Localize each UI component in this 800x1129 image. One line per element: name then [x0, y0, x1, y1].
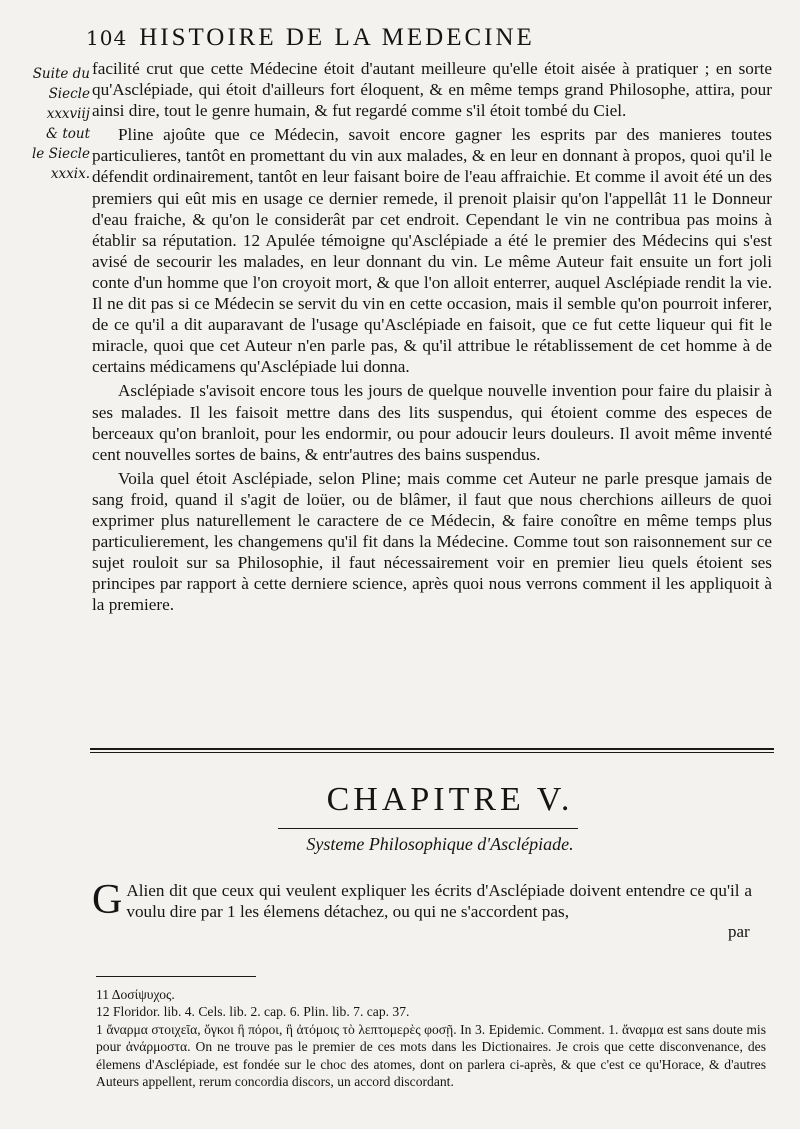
page-number: 104 [86, 26, 128, 50]
margin-note-line: xxxviij [46, 106, 90, 122]
margin-note-line: Suite du [32, 66, 90, 82]
main-text [92, 58, 772, 618]
margin-note-line: Siecle [48, 86, 90, 102]
drop-cap: G [92, 877, 123, 923]
section-divider-thin [90, 752, 774, 753]
chapter-heading: CHAPITRE V. [326, 781, 574, 818]
footnote: 11 Δοσίψυχος. [96, 987, 175, 1002]
margin-note-line: xxxix. [50, 166, 90, 182]
margin-note [28, 64, 90, 184]
chapter-subtitle: Systeme Philosophique d'Asclépiade. [306, 834, 574, 854]
running-title: HISTOIRE DE LA MEDECINE [139, 24, 535, 51]
paragraph: Voila quel étoit Asclépiade, selon Pline; mais comme cet Auteur ne parle presque jamais de sang froid, quand il s'agit de loüer, ou de blâmer, il faut que nous cherchions ailleurs de quoi exprimer plus naturellement le caractere de ce Médecin, & faire conoître en même temps plus particulierement, les changemens qu'il fit dans la Médecine. Comme tout son raisonnement sur ce sujet rouloit sur sa Philosophie, il faut nécessairement voir en premier lieu quels étoient ses principes par rapport à cette derniere science, après quoi nous verrons comment il les appliquoit à la premiere. [92, 468, 772, 615]
margin-note-line: & tout [46, 126, 90, 142]
paragraph-continuation: facilité crut que cette Médecine étoit d'autant meilleure qu'elle étoit aisée à pratiquer ; en sorte qu'Asclépiade, qui étoit d'ailleurs fort éloquent, & en même temps grand Philosophe, attira, pour ainsi dire, tout le genre humain, & fut regardé comme s'il étoit tombé du Ciel. [92, 59, 772, 121]
running-header [86, 24, 706, 52]
catchword: par [728, 922, 750, 941]
chapter-opening [92, 877, 752, 923]
paragraph: Pline ajoûte que ce Médecin, savoit encore gagner les esprits par des manieres toutes particulieres, tantôt en promettant du vin aux malades, & en leur en donnant à propos, quoi qu'il le défendit ordinairement, tantôt en leur faisant boire de l'eau affraichie. Et comme il avoit été un des premiers qui eût mis en usage ce dernier remede, il prenoit plaisir qu'on l'appellât 11 le Donneur d'eau fraiche, & qu'on le considerât par cet endroit. Cependant le vin ne contribua pas moins à établir sa réputation. 12 Apulée témoigne qu'Asclépiade a été le premier des Médecins qui s'est avisé de secourir les malades, en leur donnant du vin. Le même Auteur fait ensuite un fort joli conte d'un homme que l'on croyoit mort, & que l'on alloit enterrer, auquel Asclépiade rendit la vie. Il ne dit pas si ce Médecin se servit du vin en cette occasion, mais il semble qu'on pourroit inferer, de ce qu'il a dit auparavant de l'usage qu'Asclépiade en faisoit, que ce fut cette liqueur qui fit le miracle, quoi que cet Auteur n'en parle pas, & qu'il attribue le rétablissement de cet homme à de certains médicamens qu'Asclépiade lui donna. [92, 125, 772, 377]
footnote: 1 ἄναρμα στοιχεῖα, ὄγκοι ἢ πόροι, ἢ ἀτόμοις τὸ λεπτομερὲς φοσῇ. In 3. Epidemic. Comment. 1. ἄναρμα est sans doute mis pour ἀνάρμοστα. On ne trouve pas le premier de ces mots dans les Dictionaires. Je crois que cette disconvenance, des élemens d'Asclépiade, est fondée sur le choc des atomes, dont on parlera ci-après, & que c'est ce qu'Horace, & d'autres Auteurs appellent, rerum concordia discors, un accord discordant. [96, 1021, 766, 1090]
footnote-rule [96, 976, 256, 977]
opening-text: Alien dit que ceux qui veulent expliquer les écrits d'Asclépiade doivent entendre ce qu'il a voulu dire par 1 les élemens détachez, ou qui ne s'accordent pas, [126, 881, 752, 921]
section-divider [90, 748, 774, 750]
margin-note-line: le Siecle [31, 146, 90, 162]
heading-rule [278, 828, 578, 829]
footnote: 12 Floridor. lib. 4. Cels. lib. 2. cap. 6. Plin. lib. 7. cap. 37. [96, 1004, 410, 1020]
paragraph: Asclépiade s'avisoit encore tous les jours de quelque nouvelle invention pour faire du plaisir à ses malades. Il les faisoit mettre dans des lits suspendus, qui étoient comme des especes de berceaux qu'on branloit, pour les endormir, ou pour adoucir leurs douleurs. Il avoit même inventé cent nouvelles sortes de bains, & entr'autres des bains suspendus. [92, 381, 772, 464]
footnotes [96, 986, 766, 1090]
